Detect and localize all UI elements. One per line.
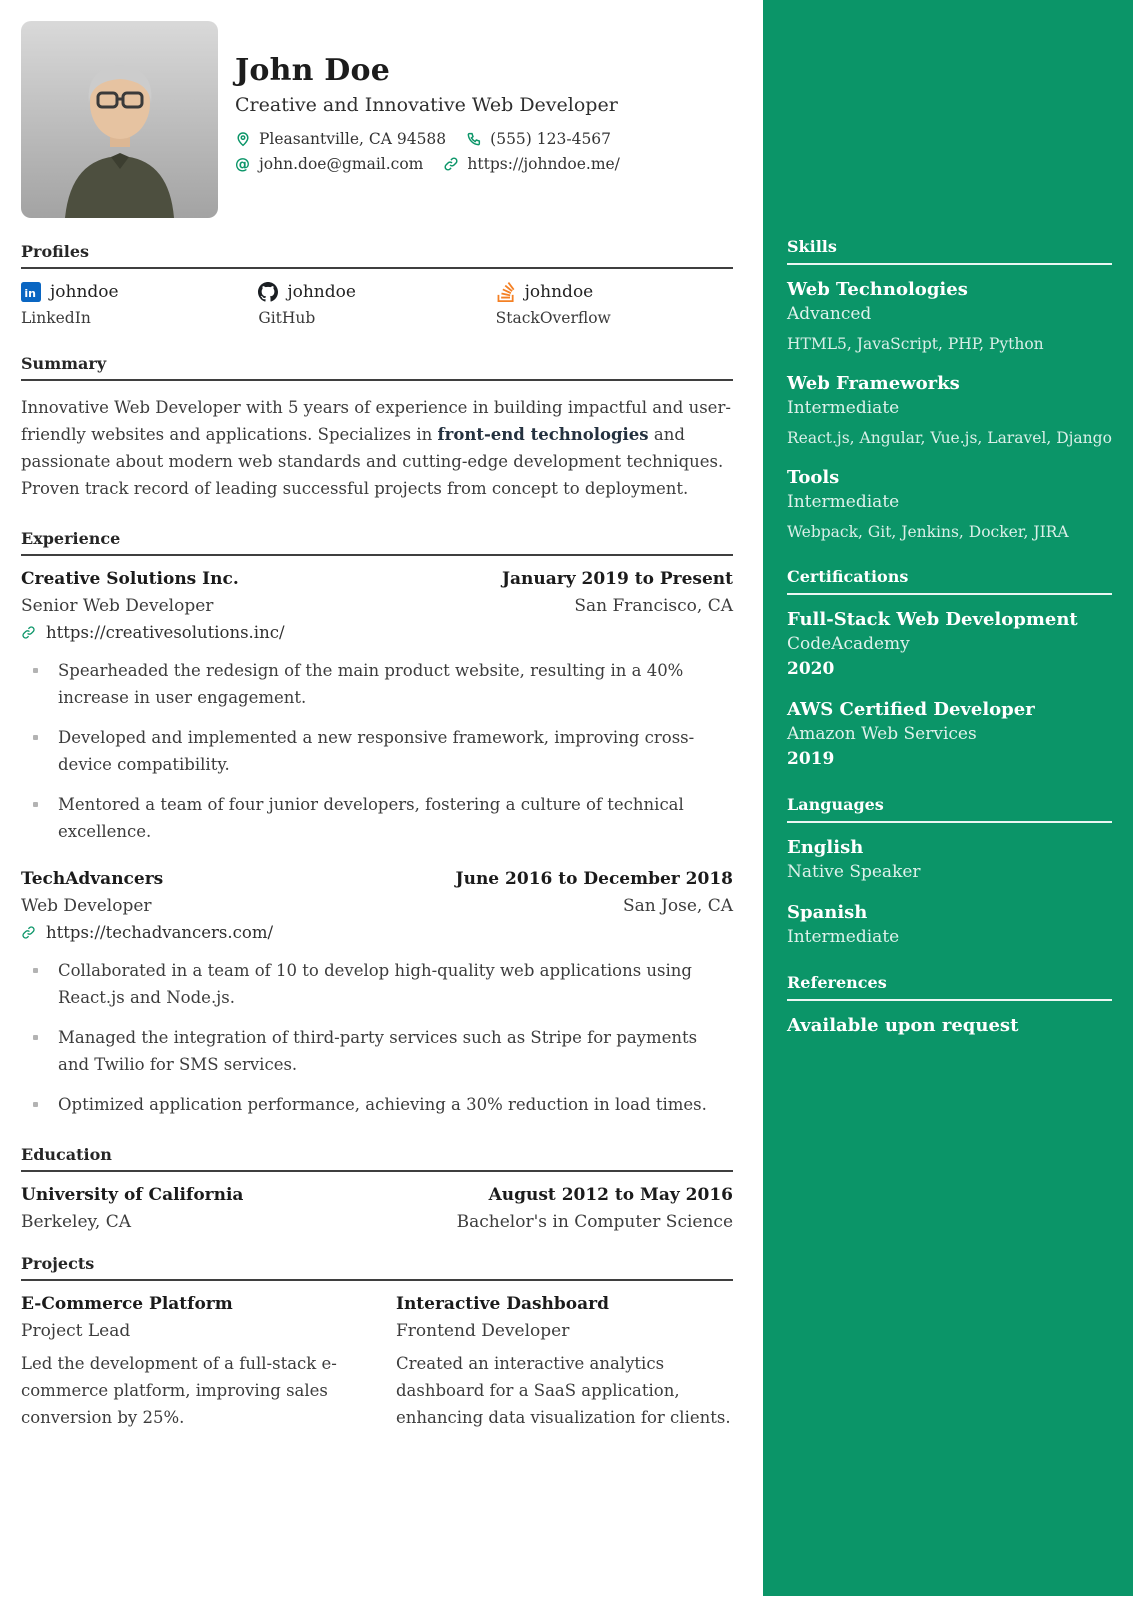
profile-network: LinkedIn [21, 309, 91, 327]
profile-network: StackOverflow [495, 309, 611, 327]
language-item [787, 837, 1112, 882]
contact-website-text[interactable]: https://johndoe.me/ [467, 155, 620, 173]
skill-item [787, 467, 1112, 541]
contact-location-text: Pleasantville, CA 94588 [259, 130, 447, 148]
profiles-section [21, 242, 733, 327]
github-icon [258, 282, 278, 302]
experience-bullet: Managed the integration of third-party services such as Stripe for payments and Twilio for SMS services. [21, 1024, 733, 1078]
references-heading: References [787, 973, 1112, 1001]
references-section [787, 973, 1112, 1036]
education-heading: Education [21, 1145, 733, 1172]
contact-website[interactable] [443, 155, 620, 173]
experience-bullet: Mentored a team of four junior developers, fostering a culture of technical excellence. [21, 791, 733, 845]
profile-github [258, 282, 495, 327]
svg-text:in: in [24, 287, 37, 300]
profile-username[interactable]: johndoe [287, 282, 356, 302]
projects-heading: Projects [21, 1254, 733, 1281]
company-link[interactable] [21, 923, 733, 942]
contact-phone [466, 130, 611, 148]
skill-item [787, 373, 1112, 447]
skill-keywords: Webpack, Git, Jenkins, Docker, JIRA [787, 523, 1069, 541]
experience-entry [21, 869, 733, 1118]
language-item [787, 902, 1112, 947]
project-item [21, 1294, 358, 1431]
identity-block [235, 21, 620, 218]
summary-heading: Summary [21, 354, 733, 381]
experience-bullets [21, 957, 733, 1118]
company-url[interactable]: https://techadvancers.com/ [46, 923, 274, 942]
education-section [21, 1145, 733, 1232]
linkedin-icon [21, 282, 41, 302]
company-name: Creative Solutions Inc. [21, 569, 239, 589]
skill-level: Intermediate [787, 492, 900, 512]
company-url[interactable]: https://creativesolutions.inc/ [46, 623, 285, 642]
project-name: Interactive Dashboard [396, 1294, 609, 1314]
experience-bullets [21, 657, 733, 845]
project-role: Project Lead [21, 1321, 131, 1341]
summary-text-before: Innovative Web Developer with 5 years of experience in building impactful and user-friendly websites and applications. Specializes in [21, 398, 731, 444]
degree: Bachelor's in Computer Science [456, 1212, 733, 1232]
projects-grid [21, 1294, 733, 1431]
contact-info [235, 130, 620, 173]
skill-name: Web Frameworks [787, 373, 960, 394]
company-link[interactable] [21, 623, 733, 642]
contact-email-text[interactable]: john.doe@gmail.com [259, 155, 424, 173]
phone-icon [466, 131, 482, 147]
profile-photo-image [21, 21, 218, 218]
certification-item [787, 609, 1112, 679]
person-title: Creative and Innovative Web Developer [235, 94, 618, 116]
skill-level: Advanced [787, 304, 872, 324]
profiles-heading: Profiles [21, 242, 733, 269]
contact-email[interactable] [235, 155, 423, 173]
project-item [396, 1294, 733, 1431]
language-level: Native Speaker [787, 862, 921, 882]
language-name: Spanish [787, 902, 868, 923]
certification-year: 2019 [787, 749, 835, 769]
skills-section [787, 237, 1112, 541]
experience-heading: Experience [21, 529, 733, 556]
skill-name: Web Technologies [787, 279, 968, 300]
employment-dates: January 2019 to Present [501, 569, 733, 589]
projects-section [21, 1254, 733, 1431]
sidebar [763, 0, 1133, 1596]
certification-issuer: Amazon Web Services [787, 724, 977, 744]
project-name: E-Commerce Platform [21, 1294, 233, 1314]
languages-section [787, 795, 1112, 947]
education-dates: August 2012 to May 2016 [488, 1185, 733, 1205]
summary-highlight: front-end technologies [437, 425, 649, 444]
experience-bullet: Developed and implemented a new responsive framework, improving cross-device compatibility. [21, 724, 733, 778]
certification-name: AWS Certified Developer [787, 699, 1035, 720]
summary-text [21, 394, 733, 502]
company-name: TechAdvancers [21, 869, 164, 889]
certification-name: Full-Stack Web Development [787, 609, 1078, 630]
experience-entry [21, 569, 733, 845]
certifications-heading: Certifications [787, 567, 1112, 595]
skill-keywords: React.js, Angular, Vue.js, Laravel, Django [787, 429, 1112, 447]
school-name: University of California [21, 1185, 244, 1205]
person-name: John Doe [235, 53, 390, 88]
experience-bullet: Spearheaded the redesign of the main product website, resulting in a 40% increase in user engagement. [21, 657, 733, 711]
project-description: Led the development of a full-stack e-commerce platform, improving sales conversion by 25%. [21, 1354, 337, 1427]
profiles-grid [21, 282, 733, 327]
job-location: San Francisco, CA [574, 596, 733, 616]
certifications-section [787, 567, 1112, 769]
skill-name: Tools [787, 467, 840, 488]
link-icon [443, 156, 459, 172]
certification-issuer: CodeAcademy [787, 634, 910, 654]
summary-text-after: and passionate about modern web standards and cutting-edge development techniques. Proven track record of leading successful projects from concept to deployment. [21, 425, 724, 498]
contact-location [235, 130, 446, 148]
summary-section [21, 354, 733, 502]
email-icon: @ [235, 155, 250, 173]
profile-linkedin [21, 282, 258, 327]
job-title: Web Developer [21, 896, 152, 916]
skills-heading: Skills [787, 237, 1112, 265]
profile-photo [21, 21, 218, 218]
stackoverflow-icon [496, 282, 516, 302]
contact-phone-text: (555) 123-4567 [490, 130, 612, 148]
skill-keywords: HTML5, JavaScript, PHP, Python [787, 335, 1044, 353]
language-level: Intermediate [787, 927, 900, 947]
header [21, 21, 733, 218]
experience-bullet: Collaborated in a team of 10 to develop high-quality web applications using React.js and Node.js. [21, 957, 733, 1011]
link-icon [21, 925, 37, 941]
skill-level: Intermediate [787, 398, 900, 418]
job-title: Senior Web Developer [21, 596, 214, 616]
certification-year: 2020 [787, 659, 835, 679]
location-icon [235, 131, 251, 147]
profile-network: GitHub [258, 309, 316, 327]
project-description: Created an interactive analytics dashboard for a SaaS application, enhancing data visualization for clients. [396, 1354, 731, 1427]
language-name: English [787, 837, 864, 858]
profile-stackoverflow [496, 282, 733, 327]
profile-username[interactable]: johndoe [524, 282, 594, 302]
certification-item [787, 699, 1112, 769]
project-role: Frontend Developer [396, 1321, 570, 1341]
education-entry [21, 1185, 733, 1232]
employment-dates: June 2016 to December 2018 [455, 869, 733, 889]
experience-section [21, 529, 733, 1118]
main-column [21, 0, 733, 1458]
languages-heading: Languages [787, 795, 1112, 823]
school-location: Berkeley, CA [21, 1212, 131, 1232]
references-text: Available upon request [787, 1015, 1019, 1036]
link-icon [21, 625, 37, 641]
experience-bullet: Optimized application performance, achieving a 30% reduction in load times. [21, 1091, 733, 1118]
contact-row [235, 155, 620, 173]
job-location: San Jose, CA [622, 896, 733, 916]
profile-username[interactable]: johndoe [50, 282, 119, 302]
skill-item [787, 279, 1112, 353]
contact-row [235, 130, 620, 148]
